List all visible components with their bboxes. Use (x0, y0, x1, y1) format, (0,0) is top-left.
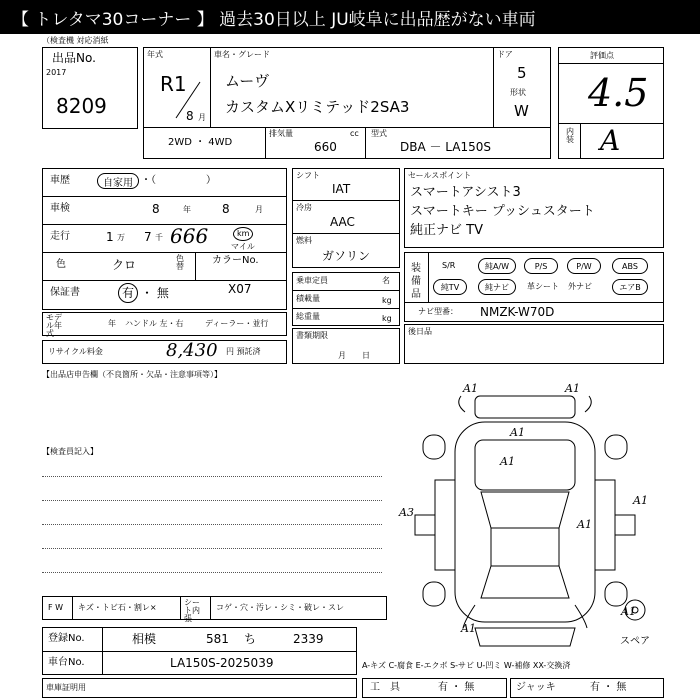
fw-items2: コゲ・穴・汚レ・シミ・破レ・スレ (216, 603, 344, 612)
navi-label: ナビ型番： (418, 307, 458, 316)
equip-sr: S/R (442, 261, 456, 270)
inspector-title: 【検査員記入】 (42, 447, 98, 456)
lot-number: 8209 (56, 94, 107, 118)
chassis-label: 車台No. (48, 657, 85, 668)
damage-mark: A1 (621, 605, 636, 618)
mileage-sen: 7 (144, 230, 152, 244)
interior-value: A (600, 124, 621, 157)
drive-type: 2WD ・ 4WD (168, 137, 233, 148)
model-year-label: モデル年式 (46, 313, 62, 338)
shift-label: シフト (296, 171, 320, 180)
fw-items: キズ・トビ石・割レ× (78, 603, 157, 612)
reg-kana: ち (244, 632, 257, 646)
reg-class: 581 (206, 632, 229, 646)
vehicle-grade: カスタムXリミテッド2SA3 (225, 98, 410, 116)
warranty-yes: 有 (122, 286, 135, 300)
damage-legend: A-キズ C-腐食 E-エクボ S-サビ U-凹ミ W-補修 XX-交換済 (362, 661, 571, 670)
ac-label: 冷房 (296, 203, 312, 212)
damage-mark: A1 (500, 455, 515, 468)
colorno-label: カラーNo. (212, 255, 259, 266)
model-label: 型式 (371, 129, 387, 138)
equipment-label: 装備品 (411, 263, 421, 300)
sales-label: セールスポイント (408, 171, 472, 180)
displacement-unit: cc (350, 129, 359, 138)
ac-value: AAC (330, 215, 355, 229)
dealer: ディーラー・並行 (205, 319, 269, 328)
lot-year-stamp: 2017 (46, 68, 67, 77)
recycle-value: 8,430 (166, 340, 218, 361)
banner: 【 トレタマ30コーナー 】 過去30日以上 JU岐阜に出品歴がない車両 (0, 0, 700, 34)
mileage-man: 1 (106, 230, 114, 244)
color-value: クロ (112, 258, 137, 272)
shape-value: W (514, 102, 529, 120)
inspection-month: 8 (222, 202, 230, 216)
year-month-unit: 月 (198, 113, 206, 122)
car-diagram (395, 370, 675, 650)
equip-ps: P/S (524, 258, 558, 274)
jack-label: ジャッキ (516, 682, 556, 693)
fuel-label: 燃料 (296, 236, 312, 245)
sales-line-2: スマートキー プッシュスタート (410, 204, 595, 219)
after-label: 後日品 (408, 327, 432, 336)
fuel-value: ガソリン (322, 249, 371, 263)
spare-label: スペア (620, 636, 650, 647)
warranty-no: ・ 無 (141, 286, 169, 300)
damage-mark: A1 (633, 494, 648, 507)
jack-value: 有 ・ 無 (590, 682, 627, 693)
chassis-number: LA150S-2025039 (170, 656, 274, 670)
mileage-label: 走行 (50, 231, 70, 242)
inspection-year-unit: 年 (183, 205, 191, 214)
inspection-label: 車検 (50, 203, 70, 214)
year-era: R1 (160, 72, 187, 96)
tools-label: 工 具 (370, 682, 400, 693)
lot-label: 出品No. (52, 51, 96, 65)
fw-label: F W (48, 603, 64, 612)
garage-cert-label: 車庫証明用 (46, 683, 86, 692)
warranty-label: 保証書 (50, 287, 80, 298)
mileage-km: km (237, 229, 250, 238)
load-label: 積載量 (296, 294, 320, 303)
sales-line-1: スマートアシスト3 (410, 185, 521, 200)
equip-airbag: エアB (612, 279, 648, 295)
load-unit: kg (382, 296, 392, 305)
subnote: （検査機 対応消紙 (42, 36, 109, 45)
gross-label: 総重量 (296, 312, 320, 321)
equip-tv: 純TV (433, 279, 467, 295)
cert-box (42, 678, 357, 698)
after-box (404, 324, 664, 364)
inspection-month-unit: 月 (255, 205, 263, 214)
damage-mark: A1 (565, 382, 580, 395)
color-label: 色 (56, 259, 66, 270)
equip-ext-navi: 外ナビ (568, 282, 592, 291)
damage-mark: A1 (510, 426, 525, 439)
capacity-unit: 名 (382, 276, 390, 285)
history-label: 車歴 (50, 175, 70, 186)
history-value: 自家用 (97, 173, 139, 189)
damage-mark: A1 (463, 382, 478, 395)
capacity-label: 乗車定員 (296, 276, 328, 285)
inspection-year: 8 (152, 202, 160, 216)
reg-label: 登録No. (48, 633, 85, 644)
vehicle-name: ムーヴ (225, 72, 270, 90)
displacement-label: 排気量 (269, 129, 293, 138)
shift-value: IAT (332, 182, 351, 196)
mileage-sen-unit: 千 (155, 233, 163, 242)
damage-mark: A3 (399, 506, 414, 519)
doc-unit: 月 日 (338, 351, 370, 360)
model-value: DBA － LA150S (400, 140, 492, 154)
damage-mark: A1 (461, 622, 476, 635)
interior-label: 内装 (566, 127, 574, 144)
tools-value: 有 ・ 無 (438, 682, 475, 693)
reg-place: 相模 (132, 632, 157, 646)
damage-mark: A1 (577, 518, 592, 531)
score-label: 評価点 (590, 51, 614, 60)
equip-alloy: 純A/W (478, 258, 516, 274)
sales-line-3: 純正ナビ TV (410, 223, 483, 238)
navi-model: NMZK-W70D (480, 305, 555, 319)
mileage-mile: マイル (231, 242, 255, 251)
recycle-unit: 円 預託済 (226, 347, 261, 356)
equip-abs: ABS (612, 258, 648, 274)
year-label: 年式 (147, 50, 163, 59)
equip-leather: 革シート (527, 282, 559, 291)
notes-title: 【出品店申告欄（不良箇所・欠品・注意事項等）】 (42, 370, 222, 379)
mileage-man-unit: 万 (117, 233, 125, 242)
doors-value: 5 (517, 64, 527, 82)
displacement-value: 660 (314, 140, 337, 154)
score-value: 4.5 (588, 71, 649, 115)
reg-number: 2339 (293, 632, 324, 646)
history-rest: ・（ ） (141, 175, 216, 186)
doors-label: ドア (497, 50, 513, 59)
doc-label: 書類期限 (296, 331, 328, 340)
fw-sheet: シート内張 (184, 598, 200, 623)
gross-unit: kg (382, 314, 392, 323)
recycle-label: リサイクル料金 (48, 347, 103, 356)
model-year-unit: 年 (108, 319, 116, 328)
year-month: 8 (186, 109, 194, 123)
repaint-label: 色替 (176, 254, 184, 271)
shape-label: 形状 (510, 88, 526, 97)
name-label: 車名・グレード (214, 50, 270, 59)
equip-pw: P/W (567, 258, 601, 274)
colorno-value: X07 (228, 282, 252, 296)
mileage-hand: 666 (170, 224, 209, 248)
equip-navi: 純ナビ (478, 279, 516, 295)
handle: ハンドル 左・右 (125, 319, 184, 328)
